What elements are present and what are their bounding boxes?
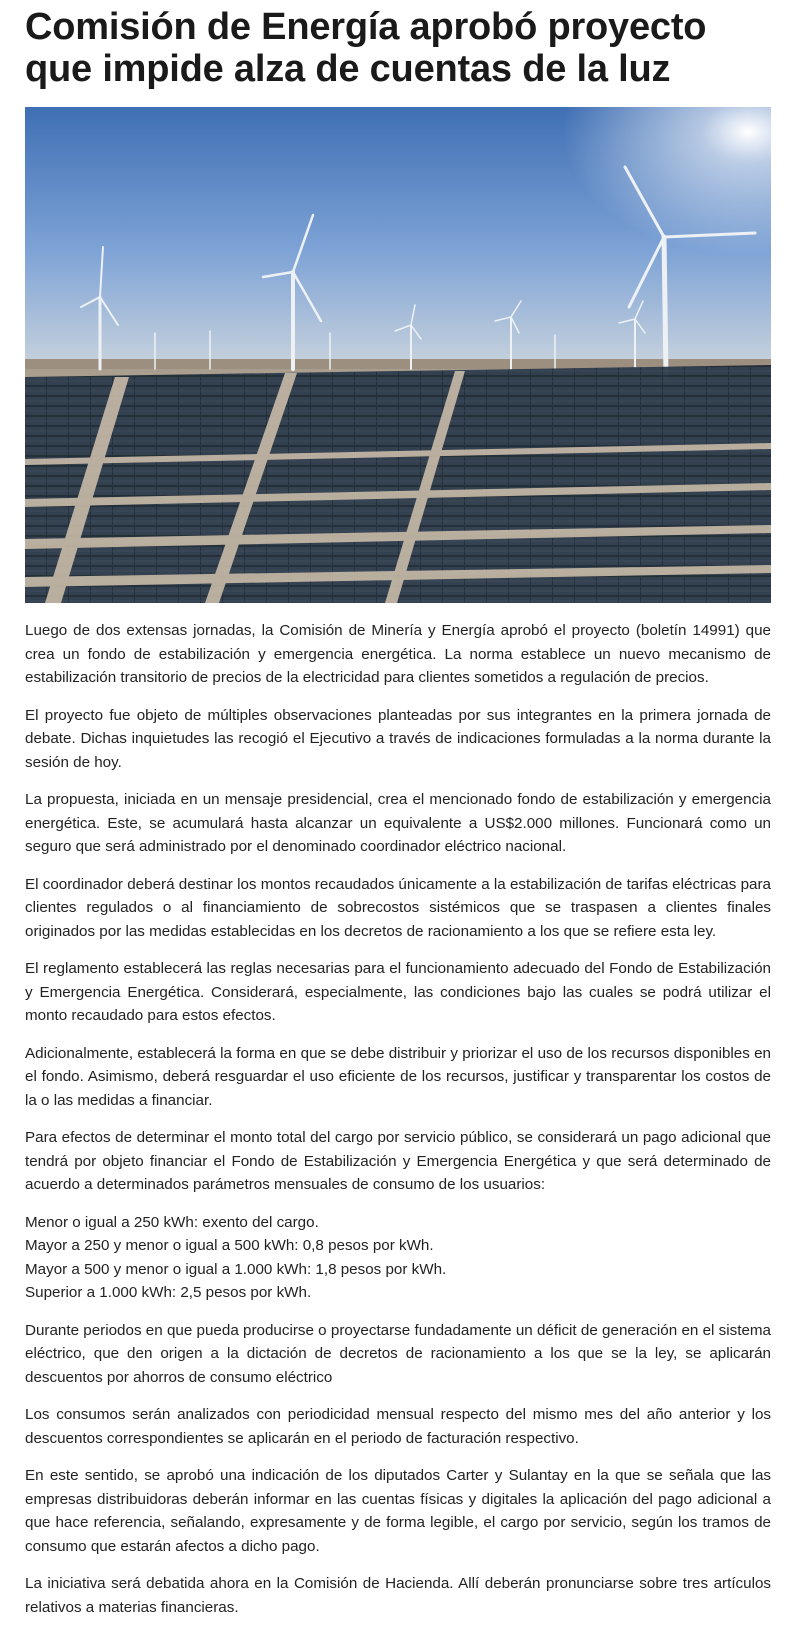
- article: [25, 0, 771, 1633]
- hero-image: [25, 107, 771, 603]
- article-paragraph: Luego de dos extensas jornadas, la Comisión de Minería y Energía aprobó el proyecto (boletín 14991) que crea un fondo de estabilización y emergencia energética. La norma establece un nuevo mecanismo de estabilización transitorio de precios de la electricidad para clientes sometidos a regulación de precios.: [25, 622, 771, 686]
- article-paragraph: La iniciativa será debatida ahora en la Comisión de Hacienda. Allí deberán pronunciarse sobre tres artículos relativos a materias financieras.: [25, 1575, 771, 1616]
- tier-item: Menor o igual a 250 kWh: exento del cargo.: [25, 1213, 319, 1231]
- article-paragraph: Para efectos de determinar el monto total del cargo por servicio público, se considerará un pago adicional que tendrá por objeto financiar el Fondo de Estabilización y Emergencia Energética y que será determinado de acuerdo a determinados parámetros mensuales de consumo de los usuarios:: [25, 1129, 771, 1193]
- article-paragraph: El coordinador deberá destinar los montos recaudados únicamente a la estabilización de tarifas eléctricas para clientes regulados o al financiamiento de sobrecostos sistémicos que se traspasen a clientes finales originados por las medidas establecidas en los decretos de racionamiento a los que se refiere esta ley.: [25, 875, 771, 940]
- consumption-tiers: [25, 1211, 771, 1305]
- article-paragraph: En este sentido, se aprobó una indicación de los diputados Carter y Sulantay en la que se señala que las empresas distribuidoras deberán informar en las cuentas físicas y digitales la aplicación del pago adicional a que hace referencia, señalando, expresamente y de forma legible, el cargo por servicio, según los tramos de consumo que estarán afectos a dicho pago.: [25, 1467, 771, 1555]
- article-paragraph: La propuesta, iniciada en un mensaje presidencial, crea el mencionado fondo de estabilización y emergencia energética. Este, se acumulará hasta alcanzar un equivalente a US$2.000 millones. Funcionará como un seguro que será administrado por el denominado coordinador eléctrico nacional.: [25, 791, 771, 855]
- tier-item: Mayor a 500 y menor o igual a 1.000 kWh: 1,8 pesos por kWh.: [25, 1260, 447, 1278]
- article-title: Comisión de Energía aprobó proyecto que impide alza de cuentas de la luz: [25, 6, 707, 90]
- tier-item: Mayor a 250 y menor o igual a 500 kWh: 0,8 pesos por kWh.: [25, 1237, 434, 1254]
- article-paragraph: Adicionalmente, establecerá la forma en que se debe distribuir y priorizar el uso de los recursos disponibles en el fondo. Asimismo, deberá resguardar el uso eficiente de los recursos, justificar y transparentar los costos de la o las medidas a financiar.: [25, 1044, 771, 1109]
- article-paragraph: El proyecto fue objeto de múltiples observaciones planteadas por sus integrantes en la primera jornada de debate. Dichas inquietudes las recogió el Ejecutivo a través de indicaciones formuladas a la norma durante la sesión de hoy.: [25, 706, 771, 771]
- tier-item: Superior a 1.000 kWh: 2,5 pesos por kWh.: [25, 1284, 312, 1301]
- article-paragraph: El reglamento establecerá las reglas necesarias para el funcionamiento adecuado del Fondo de Estabilización y Emergencia Energética. Considerará, especialmente, las condiciones bajo las cuales se podrá utilizar el monto recaudado para estos efectos.: [25, 960, 771, 1024]
- article-paragraph: Los consumos serán analizados con periodicidad mensual respecto del mismo mes del año anterior y los descuentos correspondientes se aplicarán en el periodo de facturación respectivo.: [25, 1406, 771, 1447]
- article-paragraph: Durante periodos en que pueda producirse o proyectarse fundadamente un déficit de generación en el sistema eléctrico, que den origen a la dictación de decretos de racionamiento a los que se la ley, se aplicarán descuentos por ahorros de consumo eléctrico: [25, 1321, 771, 1386]
